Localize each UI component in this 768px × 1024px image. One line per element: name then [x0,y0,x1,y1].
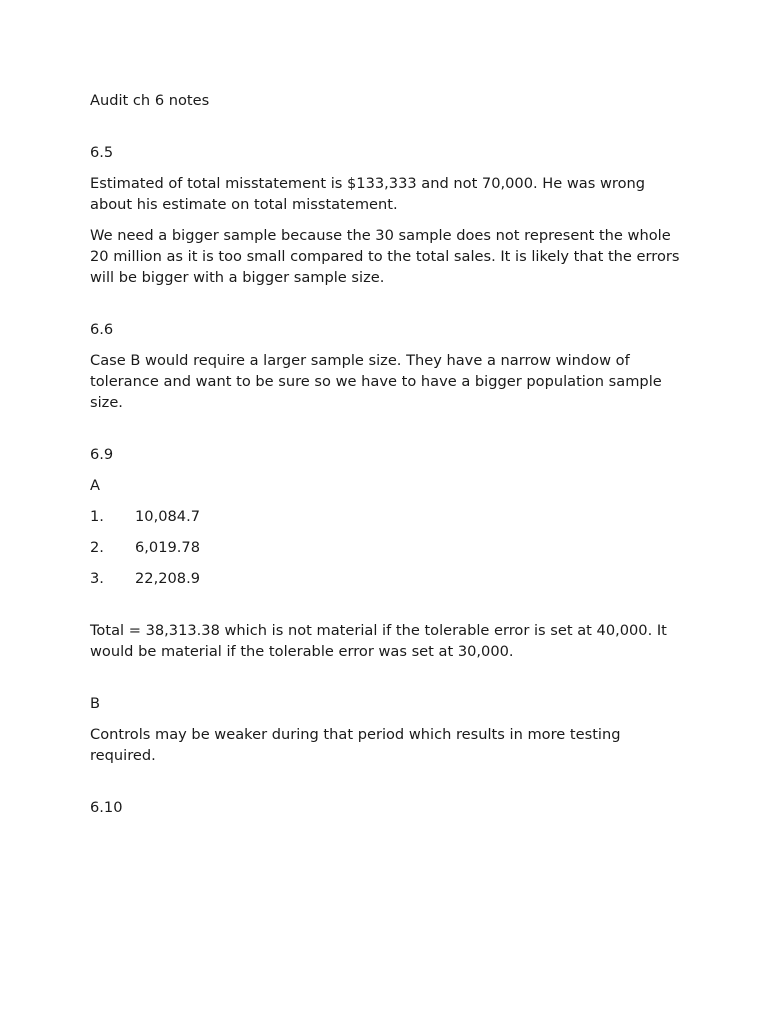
list-item-value: 6,019.78 [135,539,200,556]
paragraph-6-9-total: Total = 38,313.38 which is not material if the tolerable error is set at 40,000. It would be material if the tolerable error was set at 30,000. [90,622,667,660]
document-title: Audit ch 6 notes [90,92,210,109]
section-heading-6-9: 6.9 [90,446,114,463]
section-heading-6-5: 6.5 [90,144,114,161]
paragraph-6-5-estimate: Estimated of total misstatement is $133,333 and not 70,000. He was wrong about his estimate on total misstatement. [90,175,646,213]
document-page [90,90,680,828]
section-heading-6-6: 6.6 [90,321,114,338]
paragraph-6-9-part-b: Controls may be weaker during that period which results in more testing required. [90,726,621,764]
part-b-label: B [90,695,101,712]
list-item-number: 2. [90,539,104,556]
list-item [90,506,680,527]
list-item [90,537,680,558]
section-heading-6-10: 6.10 [90,799,123,816]
part-a-label: A [90,477,100,494]
paragraph-6-5-sample: We need a bigger sample because the 30 sample does not represent the whole 20 million as it is too small compared to the total sales. It is likely that the errors will be bigger with a bigger sample size. [90,227,680,286]
list-item [90,568,680,589]
list-item-number: 3. [90,570,104,587]
list-item-value: 22,208.9 [135,570,200,587]
list-item-value: 10,084.7 [135,508,200,525]
list-item-number: 1. [90,508,104,525]
paragraph-6-6-case-b: Case B would require a larger sample size. They have a narrow window of tolerance and want to be sure so we have to have a bigger population sample size. [90,352,662,411]
